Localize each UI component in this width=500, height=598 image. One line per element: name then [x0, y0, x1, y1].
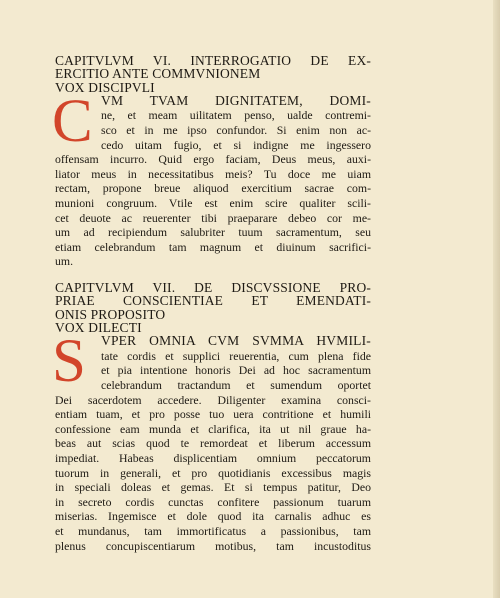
drop-cap: C [52, 87, 93, 155]
text-line: cet deuote ac reuerenter tibi praeparare debeo cor me- [55, 210, 371, 225]
text-line: VPER OMNIA CVM SVMMA HVMILI- [101, 333, 371, 349]
text-line: um ad recipiendum salubriter tuum sacramentum, seu [55, 225, 371, 240]
text-line: ne, et meam uilitatem penso, ualde contremi- [101, 108, 371, 123]
page-edge [493, 0, 500, 598]
heading-line: ERCITIO ANTE COMMVNIONEM [55, 66, 261, 82]
text-line: offensam incurro. Quid ergo faciam, Deus meus, auxi- [55, 152, 371, 167]
chapter-7-heading [55, 281, 371, 334]
text-line: confessione eam munda et clarifica, ita ut nil graue ha- [55, 421, 371, 436]
text-line: rectam, propone breue aliquod exercitium sacrae com- [55, 181, 371, 196]
chapter-6-heading [55, 54, 371, 94]
heading-line: CAPITVLVM VII. DE DISCVSSIONE PRO- [55, 280, 371, 296]
heading-line: VOX DILECTI [55, 319, 142, 335]
text-line: beas aut scias quod te remordeat et liberum accessum [55, 436, 371, 451]
text-line: in secreto cordis cunctas confitere passionum tuarum [55, 494, 371, 509]
chapter-7-text [52, 328, 371, 553]
text-line: tuorum in generali, et pro quotidianis excessibus magis [55, 465, 371, 480]
drop-cap: S [52, 328, 86, 396]
text-line: plenus concupiscentiarum motibus, tam incustoditus [55, 538, 371, 553]
text-line: in speciali doleas et gemas. Et si tempus patitur, Deo [55, 480, 371, 495]
text-line: et mundanus, tam immortificatus a passionibus, tam [55, 523, 371, 538]
text-line: sco et in me ipso confundor. Si enim non ac- [101, 123, 371, 138]
heading-line: PRIAE CONSCIENTIAE ET EMENDATI- [55, 293, 371, 309]
text-line: tate cordis et supplici reuerentia, cum plena fide [101, 348, 371, 363]
text-column [52, 53, 371, 553]
text-line: liator meus in necessitatibus meis? Tu doce me uiam [55, 166, 371, 181]
heading-line: CAPITVLVM VI. INTERROGATIO DE EX- [55, 53, 371, 68]
text-line: impediat. Habeas displicentiam omnium peccatorum [55, 450, 371, 465]
text-line: et pia intentione honoris Dei ad hoc sacramentum [101, 363, 371, 378]
text-line: etiam celebrandum tam magnum et diuinum sacrifici- [55, 239, 371, 254]
text-line: VM TVAM DIGNITATEM, DOMI- [101, 92, 371, 108]
text-line: entiam tuam, et pro posse tuo uera contritione et humili [55, 407, 371, 422]
heading-line: VOX DISCIPVLI [55, 79, 155, 95]
text-line: cedo uitam fugio, et si indigne me ingessero [101, 137, 371, 152]
text-line: miserias. Ingemisce et dole quod ita carnalis adhuc es [55, 509, 371, 524]
text-line: munioni congruum. Vtile est enim scire qualiter scili- [55, 196, 371, 211]
text-line: um. [55, 254, 74, 269]
text-line: celebrandum tractandum et sumendum oportet [101, 377, 371, 392]
text-line: Dei sacerdotem accedere. Diligenter examina consci- [55, 392, 371, 407]
heading-line: ONIS PROPOSITO [55, 306, 166, 322]
